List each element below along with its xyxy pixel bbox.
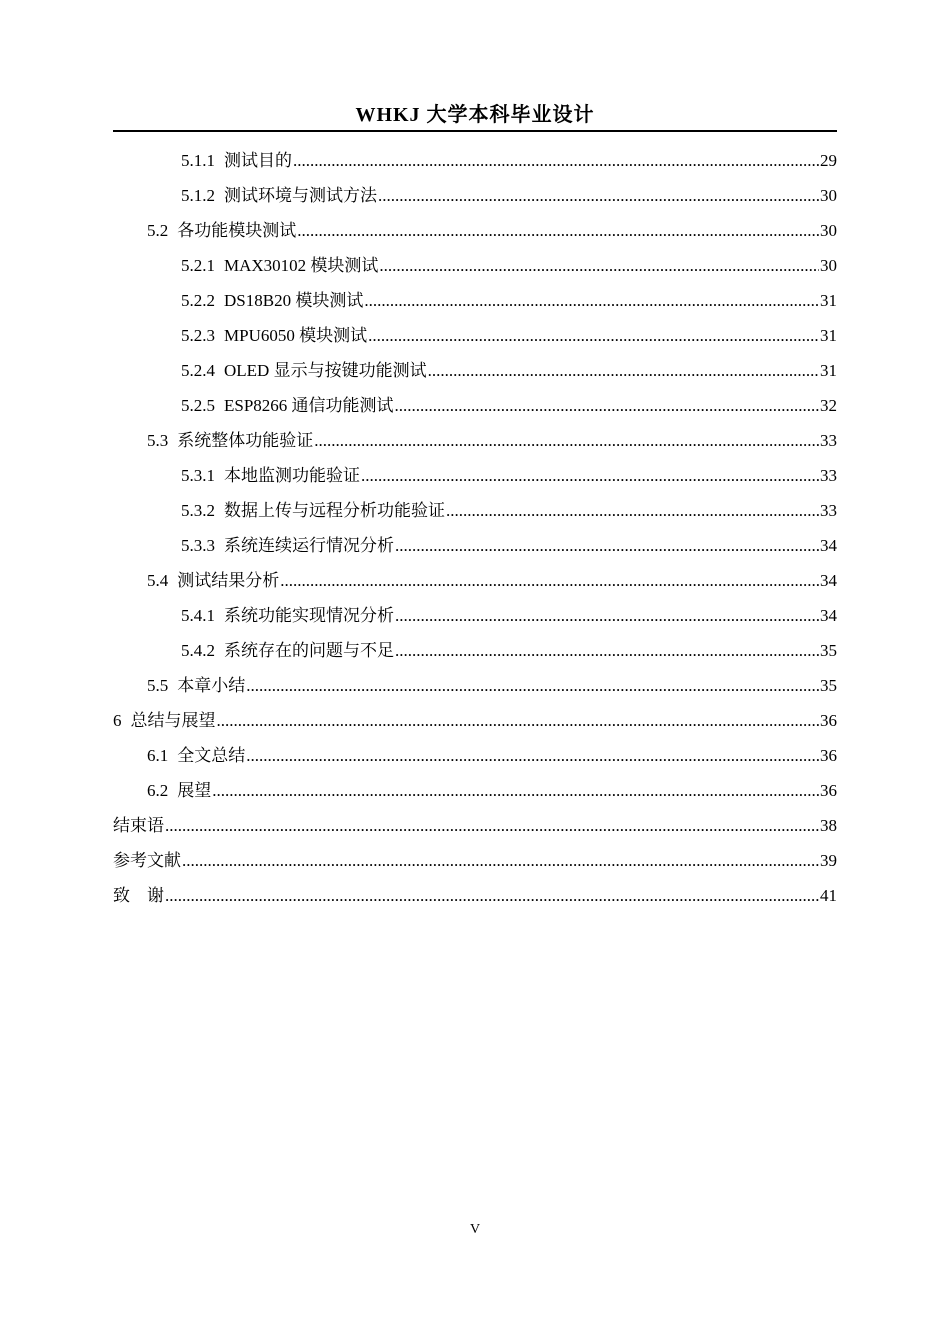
toc-entry[interactable] [113,391,837,426]
toc-entry-number: 5.4.1 [181,606,215,625]
toc-entry-page: 31 [820,361,837,380]
toc-entry-page: 41 [820,886,837,905]
toc-entry-page: 36 [820,781,837,800]
toc-entry-page: 33 [820,466,837,485]
toc-entry-number: 5.3.3 [181,536,215,555]
toc-entry-title: 展望 [177,781,212,800]
toc-entry-number: 5.4 [147,571,169,590]
toc-entry-title: 系统整体功能验证 [177,431,314,450]
toc-entry[interactable] [113,461,837,496]
toc-entry-page: 30 [820,221,837,240]
toc-entry[interactable] [113,531,837,566]
toc-entry-title: DS18B20 模块测试 [224,291,364,310]
toc-entry-number: 5.1.1 [181,151,215,170]
toc-dot-leader [297,216,819,246]
toc-entry-page: 39 [820,851,837,870]
toc-entry-number: 5.2.5 [181,396,215,415]
toc-entry-title: 本章小结 [177,676,246,695]
toc-dot-leader [217,706,820,736]
toc-entry[interactable] [113,776,837,811]
toc-entry-title: 全文总结 [177,746,246,765]
toc-dot-leader [246,741,819,771]
toc-entry[interactable] [113,286,837,321]
toc-dot-leader [182,846,819,876]
toc-entry-title: OLED 显示与按键功能测试 [224,361,427,380]
toc-entry-number: 5.3.2 [181,501,215,520]
toc-entry-number: 5.2.4 [181,361,215,380]
toc-dot-leader [280,566,819,596]
toc-entry-number: 6 [113,711,122,730]
toc-dot-leader [212,776,819,806]
toc-entry[interactable] [113,251,837,286]
toc-entry-title: 测试结果分析 [177,571,280,590]
toc-entry-title: 系统连续运行情况分析 [224,536,394,555]
toc-entry[interactable] [113,881,837,916]
toc-entry-title: 结束语 [113,816,164,835]
toc-entry-title: 各功能模块测试 [177,221,297,240]
toc-dot-leader [395,601,819,631]
toc-entry-title: 系统存在的问题与不足 [224,641,394,660]
toc-entry-title: 本地监测功能验证 [224,466,360,485]
toc-dot-leader [428,356,819,386]
toc-entry-title: 致 谢 [113,886,164,905]
toc-dot-leader [446,496,819,526]
toc-entry[interactable] [113,671,837,706]
toc-entry-number: 6.2 [147,781,169,800]
header-rule [113,130,837,132]
toc-entry-title: MAX30102 模块测试 [224,256,379,275]
toc-dot-leader [361,461,819,491]
toc-entry-page: 30 [820,186,837,205]
toc-entry-page: 30 [820,256,837,275]
toc-entry-page: 33 [820,431,837,450]
table-of-contents [113,146,837,916]
toc-dot-leader [395,391,819,421]
toc-entry-number: 5.5 [147,676,169,695]
toc-entry-title: 总结与展望 [130,711,216,730]
toc-dot-leader [368,321,819,351]
toc-dot-leader [395,636,819,666]
toc-entry-number: 5.2.2 [181,291,215,310]
toc-dot-leader [364,286,819,316]
toc-entry-page: 31 [820,291,837,310]
toc-entry[interactable] [113,426,837,461]
toc-entry[interactable] [113,356,837,391]
toc-entry-number: 5.4.2 [181,641,215,660]
toc-entry-title: MPU6050 模块测试 [224,326,368,345]
toc-entry[interactable] [113,181,837,216]
toc-dot-leader [379,251,819,281]
toc-entry-page: 29 [820,151,837,170]
toc-entry-page: 36 [820,746,837,765]
toc-entry-number: 5.2.1 [181,256,215,275]
toc-entry[interactable] [113,601,837,636]
toc-entry-page: 35 [820,641,837,660]
toc-entry[interactable] [113,846,837,881]
toc-entry[interactable] [113,566,837,601]
toc-entry-page: 33 [820,501,837,520]
toc-entry-title: 测试目的 [224,151,292,170]
toc-dot-leader [378,181,819,211]
toc-dot-leader [165,881,819,911]
toc-entry-page: 31 [820,326,837,345]
page-header-title: WHKJ 大学本科毕业设计 [355,104,595,126]
toc-entry-title: 系统功能实现情况分析 [224,606,394,625]
toc-dot-leader [293,146,819,176]
toc-entry-number: 5.3 [147,431,169,450]
toc-entry-number: 5.2.3 [181,326,215,345]
toc-entry-title: 数据上传与远程分析功能验证 [224,501,445,520]
toc-dot-leader [395,531,819,561]
toc-entry[interactable] [113,811,837,846]
toc-entry-number: 6.1 [147,746,169,765]
page-number: V [469,1222,481,1237]
toc-entry[interactable] [113,146,837,181]
toc-entry-number: 5.1.2 [181,186,215,205]
toc-entry-title: ESP8266 通信功能测试 [224,396,394,415]
toc-entry-page: 35 [820,676,837,695]
toc-entry-number: 5.2 [147,221,169,240]
toc-entry-title: 测试环境与测试方法 [224,186,377,205]
toc-entry[interactable] [113,636,837,671]
toc-dot-leader [165,811,819,841]
toc-dot-leader [246,671,819,701]
toc-entry[interactable] [113,216,837,251]
toc-entry-page: 36 [820,711,837,730]
toc-entry[interactable] [113,321,837,356]
toc-entry-page: 34 [820,606,837,625]
toc-entry-page: 34 [820,536,837,555]
toc-entry[interactable] [113,706,837,741]
toc-entry[interactable] [113,496,837,531]
toc-entry-number: 5.3.1 [181,466,215,485]
toc-entry-page: 32 [820,396,837,415]
toc-entry-page: 34 [820,571,837,590]
toc-entry-page: 38 [820,816,837,835]
toc-dot-leader [314,426,819,456]
toc-entry-title: 参考文献 [113,851,181,870]
toc-entry[interactable] [113,741,837,776]
